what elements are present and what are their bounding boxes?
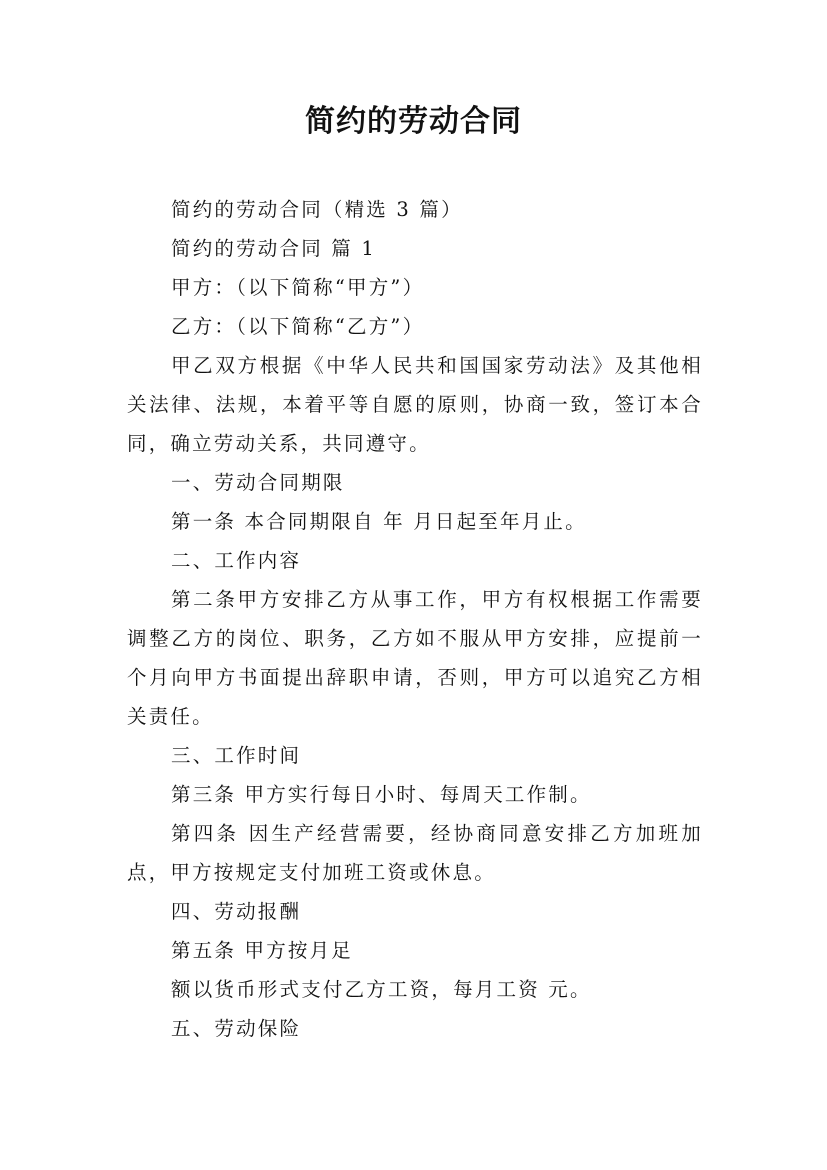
article-4: 第四条 因生产经营需要，经协商同意安排乙方加班加点，甲方按规定支付加班工资或休息。 bbox=[127, 822, 703, 884]
article-5: 第五条 甲方按月足 bbox=[171, 939, 353, 962]
paragraph-party-b: 乙方：（以下简称“乙方”） bbox=[171, 315, 425, 338]
paragraph-preamble: 甲乙双方根据《中华人民共和国国家劳动法》及其他相关法律、法规，本着平等自愿的原则，协商一致，签订本合同，确立劳动关系，共同遵守。 bbox=[127, 354, 703, 455]
article-1: 第一条 本合同期限自 年 月日起至年月止。 bbox=[171, 510, 587, 533]
section-heading-work-content: 二、工作内容 bbox=[171, 549, 302, 572]
section-heading-remuneration: 四、劳动报酬 bbox=[171, 900, 302, 923]
article-5-continued: 额以货币形式支付乙方工资，每月工资 元。 bbox=[171, 978, 592, 1001]
article-3: 第三条 甲方实行每日小时、每周天工作制。 bbox=[171, 783, 592, 806]
document-title: 简约的劳动合同 bbox=[305, 104, 522, 139]
paragraph-party-a: 甲方：（以下简称“甲方”） bbox=[171, 276, 425, 299]
section-heading-term: 一、劳动合同期限 bbox=[171, 471, 345, 494]
section-heading-work-time: 三、工作时间 bbox=[171, 744, 302, 767]
paragraph-heading: 简约的劳动合同（精选 3 篇） bbox=[171, 198, 463, 221]
paragraph-subheading: 简约的劳动合同 篇 1 bbox=[171, 237, 377, 260]
section-heading-insurance: 五、劳动保险 bbox=[171, 1017, 302, 1040]
article-2: 第二条甲方安排乙方从事工作，甲方有权根据工作需要调整乙方的岗位、职务，乙方如不服从甲方安排，应提前一个月向甲方书面提出辞职申请，否则，甲方可以追究乙方相关责任。 bbox=[127, 588, 703, 728]
document-body bbox=[127, 190, 703, 1048]
